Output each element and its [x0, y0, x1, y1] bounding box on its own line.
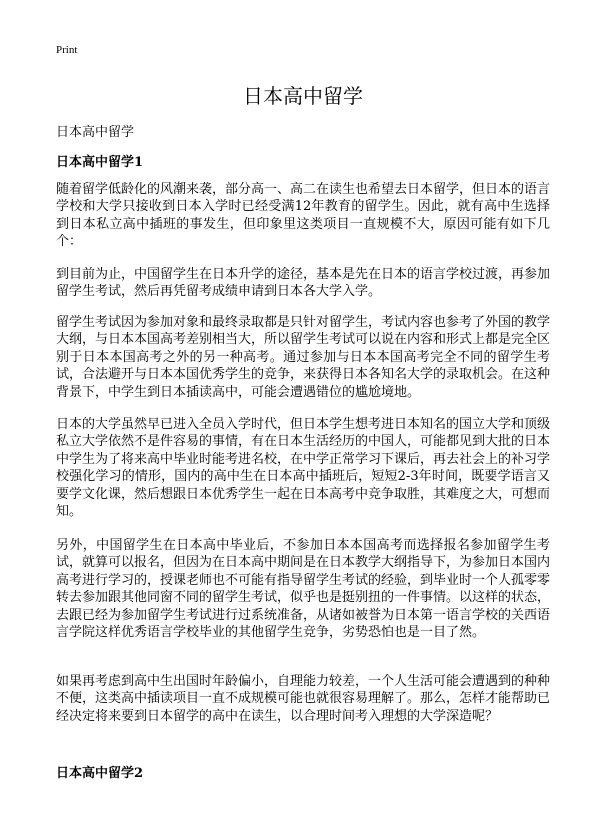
paragraph-6: 如果再考虑到高中生出国时年龄偏小，自理能力较差，一个人生活可能会遭遇到的种种不便，这类高中插读项目一直不成规模可能也就很容易理解了。那么，怎样才能帮助已经决定将来要到日本留学的高中在读生，以合理时间考入理想的大学深造呢？ — [56, 674, 551, 724]
paragraph-1: 随着留学低龄化的风潮来袭，部分高一、高二在读生也希望去日本留学，但日本的语言学校和大学只接收到日本入学时已经受满12年教育的留学生。因此，就有高中生选择到日本私立高中插班的事发生，但印象里这类项目一直规模不大，原因可能有如下几个： — [56, 182, 551, 250]
paragraph-4: 日本的大学虽然早已进入全员入学时代，但日本学生想考进日本知名的国立大学和顶级私立大学依然不是件容易的事情，有在日本生活经历的中国人，可能都见到大批的日本中学生为了将来高中毕业时能考进名校，在中学正常学习下课后，再去社会上的补习学校强化学习的情形，国内的高中生在日本高中插班后，短短2-3年时间，既要学语言又要学文化课，然后想跟日本优秀学生一起在日本高考中竞争取胜，其难度之大，可想而知。 — [56, 417, 551, 520]
document-subtitle: 日本高中留学 — [56, 125, 135, 140]
section-heading-1: 日本高中留学1 — [56, 155, 144, 170]
paragraph-5: 另外，中国留学生在日本高中毕业后，不参加日本本国高考而选择报名参加留学生考试，就算可以报名，但因为在日本高中期间是在日本教学大纲指导下，为参加日本国内高考进行学习的，授课老师也不可能有指导留学生考试的经验，到毕业时一个人孤零零转去参加跟其他同窗不同的留学生考试，似乎也是挺别扭的一件事情。以这样的状态，去跟已经为参加留学生考试进行过系统准备，从诸如被誉为日本第一语言学校的关西语言学院这样优秀语言学校毕业的其他留学生竞争，劣势恐怕也是一目了然。 — [56, 538, 551, 641]
section-heading-2: 日本高中留学2 — [56, 766, 144, 781]
document-title: 日本高中留学 — [243, 84, 363, 108]
paragraph-2: 到目前为止，中国留学生在日本升学的途径，基本是先在日本的语言学校过渡，再参加留学生考试，然后再凭留考成绩申请到日本各大学入学。 — [56, 267, 551, 300]
print-link[interactable]: Print — [56, 44, 78, 56]
paragraph-3: 留学生考试因为参加对象和最终录取都是只针对留学生，考试内容也参考了外国的教学大纲，与日本本国高考差别相当大，所以留学生考试可以说在内容和形式上都是完全区别于日本本国高考之外的另一种高考。通过参加与日本本国高考完全不同的留学生考试，合法避开与日本本国优秀学生的竞争，来获得日本各知名大学的录取机会。在这种背景下，中学生到日本插读高中，可能会遭遇错位的尴尬境地。 — [56, 315, 551, 400]
